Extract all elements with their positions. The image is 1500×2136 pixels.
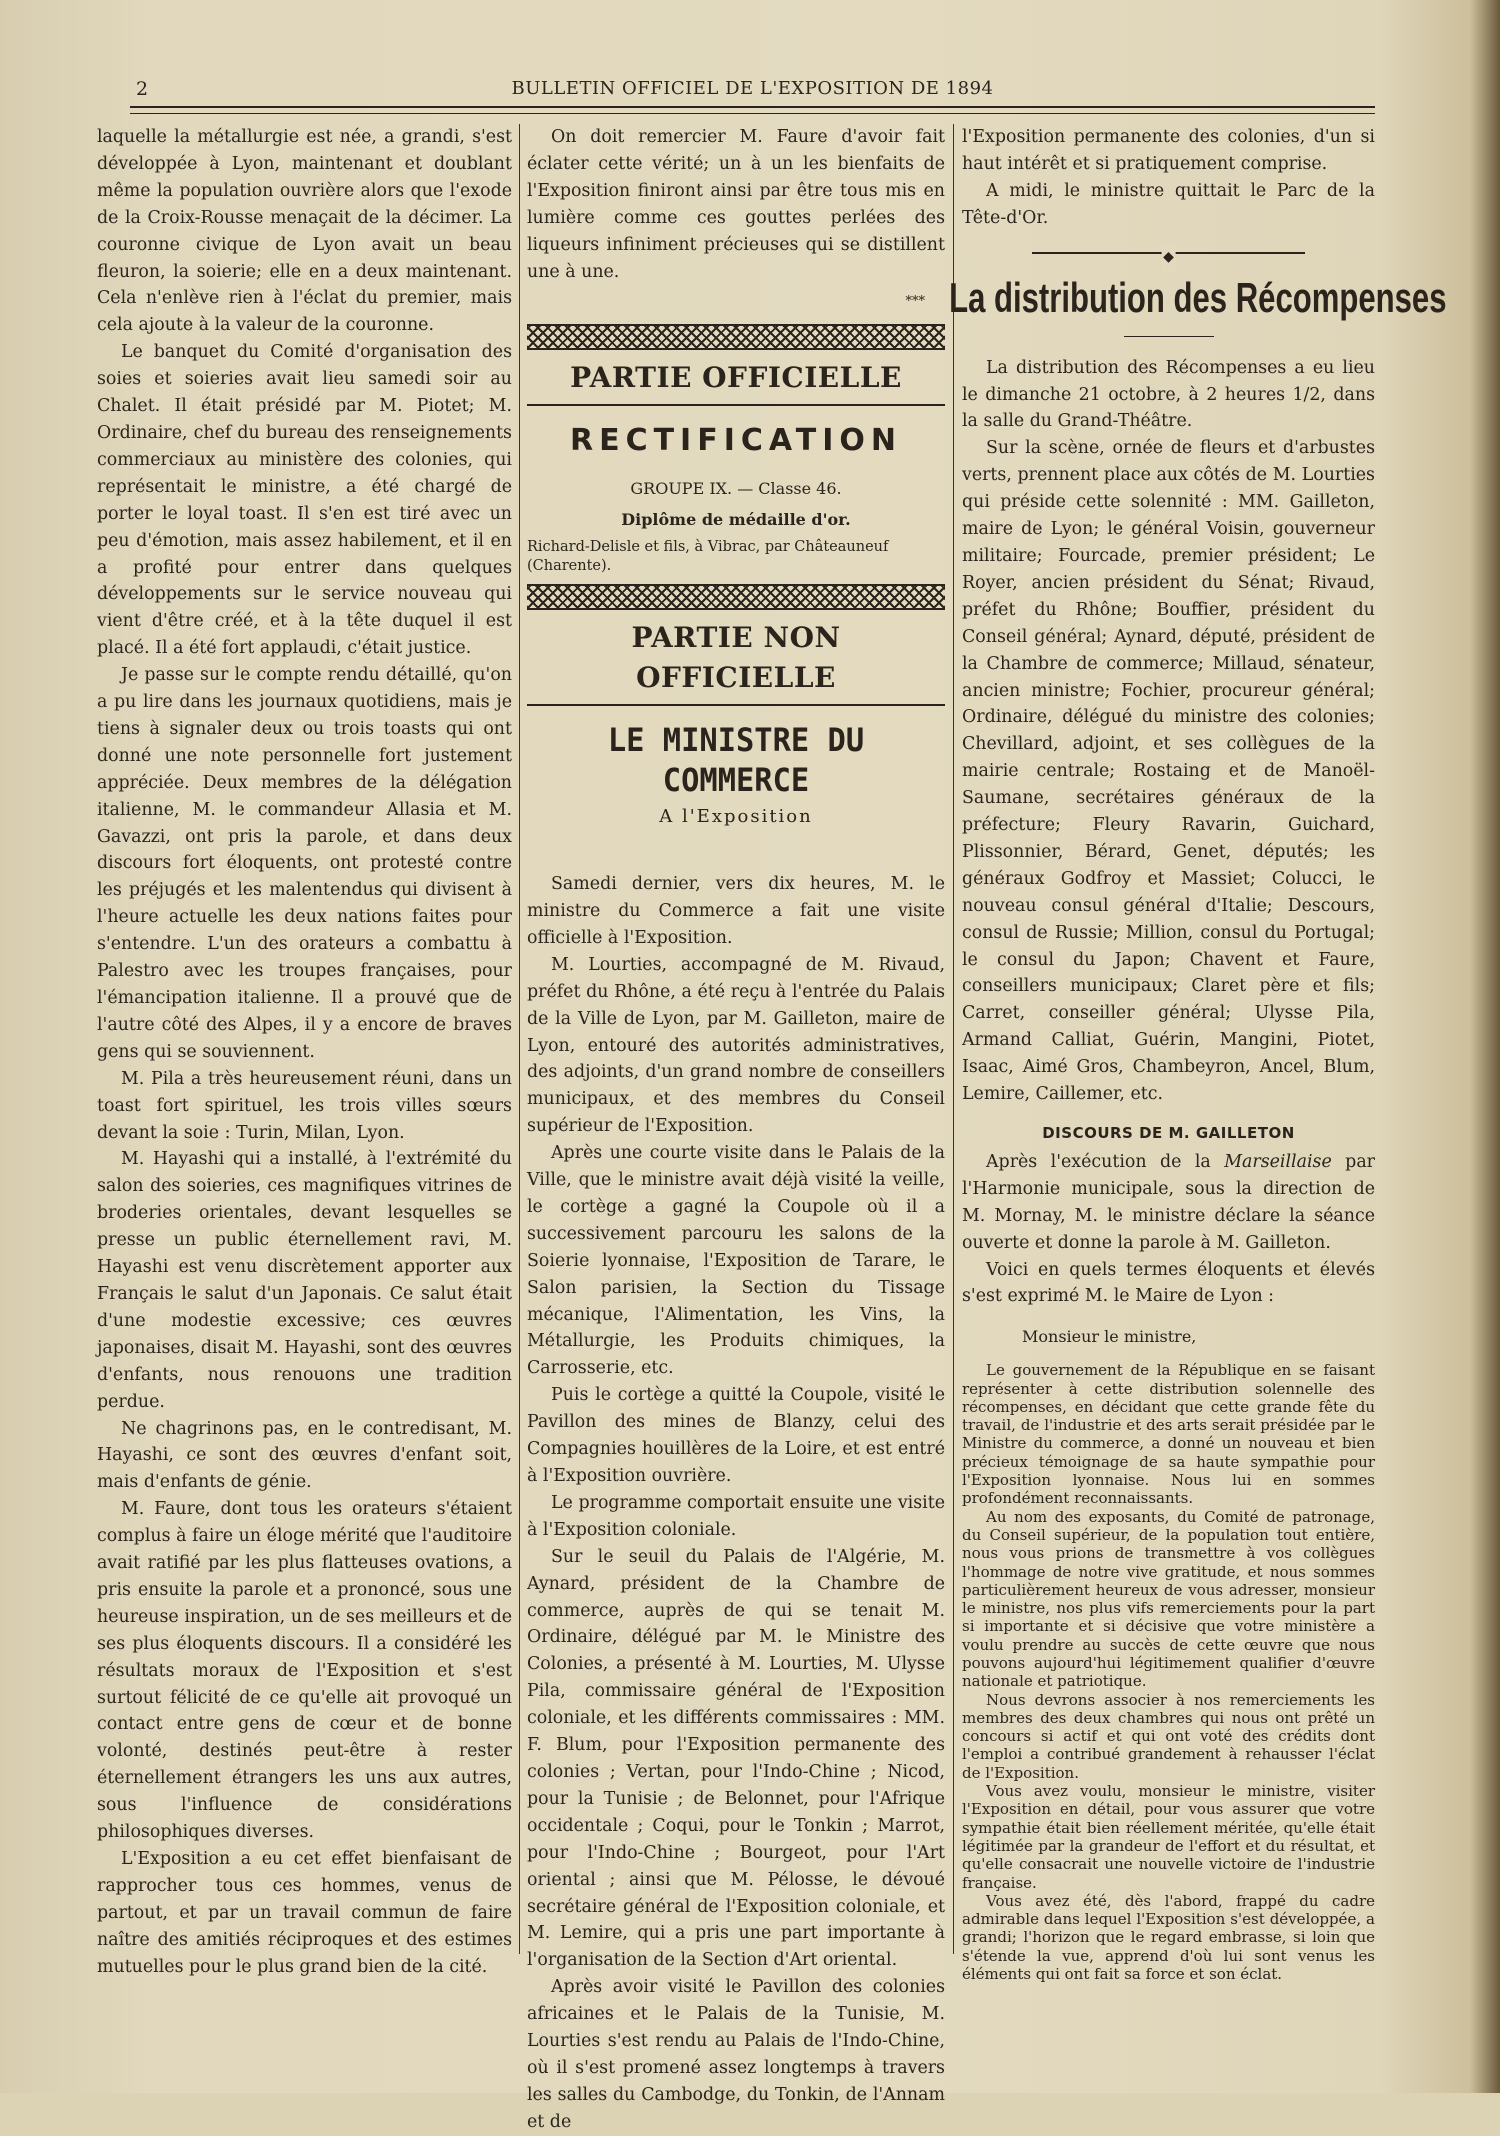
column-divider: [953, 124, 954, 1954]
rectification-heading: RECTIFICATION: [569, 423, 903, 459]
paragraph: Sur le seuil du Palais de l'Algérie, M. Aynard, président de la Chambre de commerce, auprès de qui se tenait M. Ordinaire, délégué par M. le Ministre des Colonies, a présenté à M. Lourties, M. Ulysse Pila, commissaire général de l'Exposition coloniale, et les différents commissaires : MM. F. Blum, pour l'Exposition permanente des colonies ; Vertan, pour l'Indo-Chine ; Nicod, pour la Tunisie ; de Belonnet, pour l'Afrique occidentale ; Coqui, pour le Tonkin ; Marrot, pour l'Indo-Chine ; Bourgeot, pour l'Art oriental ; ainsi que M. Pélosse, le dévoué secrétaire général de l'Exposition coloniale, et M. Lemire, qui a pris une part importante à l'organisation de la Section d'Art oriental.: [527, 1546, 945, 1971]
paragraph: Sur la scène, ornée de fleurs et d'arbustes verts, prennent place aux côtés de M. Lourties qui préside cette solennité : MM. Gailleton, maire de Lyon; le général Voisin, gouverneur militaire; Fourcade, premier président; Le Royer, ancien président du Sénat; Rivaud, préfet du Rhône; Bouffier, président du Conseil général; Aynard, député, président de la Chambre de commerce; Millaud, sénateur, ancien ministre; Fochier, procureur général; Ordinaire, délégué du ministre des colonies; Chevillard, adjoint, et ses collègues de la mairie centrale; Rostaing et de Manoël-Saumane, secrétaires généraux de la préfecture; Fleury Ravarin, Guichard, Plissonnier, Bérard, Genet, députés; les généraux Godfroy et Massiet; Colucci, le nouveau consul général d'Italie; Descours, consul de Russie; Million, consul du Portugal; le consul du Japon; Chavent et Faure, conseillers municipaux; Claret père et fils; Carret, conseiller général; Ulysse Pila, Armand Calliat, Guérin, Mangini, Piotet, Isaac, Aimé Gros, Chambeyron, Ancel, Blum, Lemire, Caillemer, etc.: [962, 438, 1375, 1105]
ornamental-border: [527, 584, 945, 610]
paragraph: M. Faure, dont tous les orateurs s'étaient complus à faire un éloge mérité que l'auditoire avait ratifié par les plus flatteuses ovations, a pris ensuite la parole et a prononcé, sous une heureuse inspiration, un de ses meilleurs et de ses plus éloquents discours. Il a considéré les résultats moraux de l'Exposition et s'est surtout félicité de ce qu'elle ait provoqué un contact entre gens de cœur et de bonne volonté, destinés peut-être à rester éternellement étrangers les uns aux autres, sous l'influence de considérations philosophiques diverses.: [97, 1499, 512, 1843]
column-divider: [519, 124, 520, 1954]
paragraph: M. Hayashi qui a installé, à l'extrémité du salon des soieries, ces magnifiques vitrines de broderies orientales, devant lesquelles se presse un public éternellement ravi, M. Hayashi est venu discrètement apporter aux Français le salut d'un Japonais. Ce salut était d'une modestie excessive; ces œuvres japonaises, disait M. Hayashi, sont des œuvres d'enfants, nous renouons une tradition perdue.: [97, 1149, 512, 1412]
column-1: [97, 124, 512, 1977]
paragraph: Puis le cortège a quitté la Coupole, visité le Pavillon des mines de Blanzy, celui des Compagnies houillères de la Loire, et est entré à l'Exposition ouvrière.: [527, 1385, 945, 1486]
column-3: [949, 124, 1447, 1984]
ministre-article-title: LE MINISTRE DU COMMERCE: [607, 721, 865, 800]
text-run: par l'Harmonie municipale, sous la direction de M. Mornay, M. le ministre déclare la séance ouverte et donne la parole à M. Gailleton.: [962, 1151, 1375, 1253]
section-rule: [527, 404, 945, 406]
paragraph: A midi, le ministre quittait le Parc de la Tête-d'Or.: [962, 180, 1375, 228]
discours-heading: DISCOURS DE M. GAILLETON: [1042, 1124, 1295, 1142]
page-number: 2: [136, 78, 149, 100]
paragraph: M. Pila a très heureusement réuni, dans un toast fort spirituel, les trois villes sœurs devant la soie : Turin, Milan, Lyon.: [97, 1068, 512, 1143]
speech-paragraph: Nous devrons associer à nos remerciements les membres des deux chambres qui nous ont prêté un concours si actif et qui ont voté des crédits dont l'emploi a contribué grandement à rehausser l'éclat de l'Exposition.: [962, 1690, 1375, 1782]
paragraph: M. Lourties, accompagné de M. Rivaud, préfet du Rhône, a été reçu à l'entrée du Palais de la Ville de Lyon, par M. Gailleton, maire de Lyon, entouré des autorités administratives, des adjoints, d'un grand nombre de conseillers municipaux, et des membres du Conseil supérieur de l'Exposition.: [527, 954, 945, 1137]
speech-paragraph: Vous avez été, dès l'abord, frappé du cadre admirable dans lequel l'Exposition s'est développée, a grandi; l'horizon que le regard embrasse, si loin que s'étende la vue, apprend d'où lui sont venus les éléments qui ont fait sa force et son éclat.: [962, 1891, 1375, 1984]
paragraph: On doit remercier M. Faure d'avoir fait éclater cette vérité; un à un les bienfaits de l'Exposition finiront ainsi par être tous mis en lumière comme ces gouttes perlées des liqueurs infiniment précieuses qui se distillent une à une.: [527, 127, 945, 282]
running-title: BULLETIN OFFICIEL DE L'EXPOSITION DE 1894: [511, 78, 994, 99]
text-run: Après l'exécution de la: [986, 1151, 1225, 1172]
paragraph: l'Exposition permanente des colonies, d'un si haut intérêt et si pratiquement comprise.: [962, 127, 1375, 174]
partie-officielle-heading: PARTIE OFFICIELLE: [570, 361, 902, 395]
diamond-ornament-icon: ◆: [1161, 244, 1176, 271]
asterism: ***: [905, 294, 925, 310]
section-rule: [527, 704, 945, 706]
paragraph: [962, 1149, 1375, 1257]
column-2: [527, 124, 945, 2132]
short-rule: [1124, 336, 1214, 337]
ornamental-border: [527, 324, 945, 350]
paragraph: Ne chagrinons pas, en le contredisant, M. Hayashi, ce sont des œuvres d'enfant soit, mais d'enfants de génie.: [97, 1418, 512, 1493]
paragraph: L'Exposition a eu cet effet bienfaisant de rapprocher tous ces hommes, venus de partout, et par un travail commun de faire naître des amitiés réciproques et des estimes mutuelles pour le plus grand bien de la cité.: [97, 1849, 512, 1977]
page-header: [130, 76, 1375, 106]
header-rule: [130, 106, 1375, 114]
paragraph: Après avoir visité le Pavillon des colonies africaines et le Palais de la Tunisie, M. Lourties s'est rendu au Palais de l'Indo-Chine, où il s'est promené assez longtemps à travers les salles du Cambodge, du Tonkin, de l'Annam et de: [527, 1977, 945, 2132]
paragraph: Le programme comportait ensuite une visite à l'Exposition coloniale.: [527, 1492, 945, 1540]
speech-paragraph: Au nom des exposants, du Comité de patronage, du Conseil supérieur, de la population tout entière, nous vous prions de transmettre à vos collègues l'hommage de notre vive gratitude, et nous sommes particulièrement heureux de vous adresser, monsieur le ministre, nos plus vifs remerciements pour la part si importante et si décisive que votre ministère a voulu prendre au succès de cette œuvre que nous pouvons aujourd'hui légitimement qualifier d'œuvre nationale et patriotique.: [962, 1507, 1375, 1691]
laureate-line: Richard-Delisle et fils, à Vibrac, par Châteauneuf (Charente).: [527, 539, 889, 575]
italic-text: Marseillaise: [1224, 1151, 1332, 1172]
paragraph: Voici en quels termes éloquents et élevés s'est exprimé M. le Maire de Lyon :: [962, 1259, 1375, 1307]
partie-non-officielle-heading: PARTIE NON OFFICIELLE: [631, 621, 841, 695]
paragraph: laquelle la métallurgie est née, a grandi, s'est développée à Lyon, maintenant et doublant même la population ouvrière alors que l'exode de la Croix-Rousse menaçait de la décimer. La couronne civique de Lyon avait un beau fleuron, la soierie; elle en a deux maintenant. Cela n'enlève rien à l'éclat du premier, mais cela ajoute à la valeur de la couronne.: [97, 127, 512, 336]
diplome-line: Diplôme de médaille d'or.: [621, 510, 851, 530]
paragraph: Après une courte visite dans le Palais de la Ville, que le ministre avait déjà visité la veille, le cortège a gagné la Coupole où il a successivement parcouru les salons de la Soierie lyonnaise, l'Exposition de Tarare, le Salon parisien, la Section du Tissage mécanique, l'Alimentation, les Vins, la Métallurgie, les Produits chimiques, la Carrosserie, etc.: [527, 1143, 945, 1379]
salutation: Monsieur le ministre,: [1022, 1327, 1197, 1347]
speech-paragraph: Le gouvernement de la République en se faisant représenter à cette distribution solennelle des récompenses, en décidant que cette grande fête du travail, de l'industrie et des arts serait présidée par le Ministre du commerce, a donné un nouveau et bien précieux témoignage de sa haute sympathie pour l'Exposition lyonnaise. Nous lui en sommes profondément reconnaissants.: [962, 1361, 1375, 1508]
distribution-article-title: La distribution des Récompenses: [949, 273, 1447, 321]
paragraph: Je passe sur le compte rendu détaillé, qu'on a pu lire dans les journaux quotidiens, mais je tiens à signaler deux ou trois toasts qui ont donné une note personnelle fort justement appréciée. Deux membres de la délégation italienne, M. le commandeur Allasia et M. Gavazzi, ont pris la parole, et dans deux discours fort éloquents, ont protesté contre les préjugés et les malentendus qui divisent à l'heure actuelle les deux nations faites pour s'entendre. L'un des orateurs a combattu à Palestro avec les troupes françaises, pour l'émancipation italienne. Il a prouvé que de l'autre côté des Alpes, il y a encore de braves gens qui se souviennent.: [97, 665, 512, 1062]
ministre-article-subtitle: A l'Exposition: [659, 806, 813, 828]
groupe-line: GROUPE IX. — Classe 46.: [630, 479, 842, 499]
decorative-rule: [1032, 246, 1305, 265]
paragraph: Le banquet du Comité d'organisation des soies et soieries avait lieu samedi soir au Chalet. Il était présidé par M. Piotet; M. Ordinaire, chef du bureau des renseignements commerciaux au ministère des colonies, qui représentait le ministre, a été chargé de porter le loyal toast. Il s'en est tiré avec un peu d'émotion, mais assez habilement, et il en a profité pour entrer dans quelques développements sur le service nouveau qui vient d'être créé, et à la tête duquel il est placé. Il a été fort applaudi, c'était justice.: [97, 342, 512, 659]
paragraph: La distribution des Récompenses a eu lieu le dimanche 21 octobre, à 2 heures 1/2, dans la salle du Grand-Théâtre.: [962, 357, 1375, 432]
paragraph: Samedi dernier, vers dix heures, M. le ministre du Commerce a fait une visite officielle à l'Exposition.: [527, 874, 945, 948]
speech-paragraph: Vous avez voulu, monsieur le ministre, visiter l'Exposition en détail, pour vous assurer que votre sympathie était bien réellement méritée, qu'elle était légitimée par la grandeur de l'effort et du résultat, et qu'elle consacrait une nouvelle victoire de l'industrie française.: [962, 1782, 1375, 1892]
